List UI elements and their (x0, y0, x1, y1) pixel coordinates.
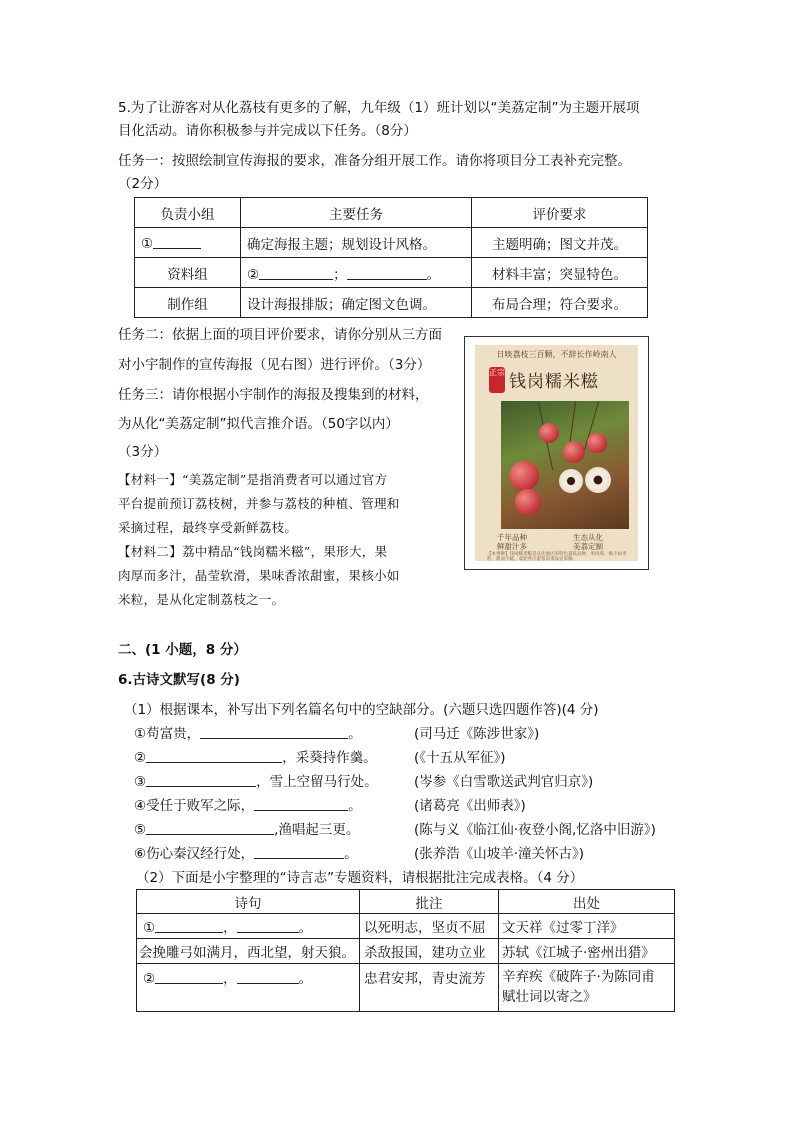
task3-line1: 任务三：请你根据小宇制作的海报及搜集到的材料， (118, 387, 429, 403)
q5-intro-line1: 5.为了让游客对从化荔枝有更多的了解，九年级（1）班计划以“美荔定制”为主题开展项 (118, 100, 640, 116)
answer-blank[interactable] (155, 969, 223, 984)
poster-seal: 正宗 (489, 367, 505, 393)
recitation-item: ⑥伤心秦汉经行处， 。 (134, 846, 358, 862)
section2-header: 二、(1 小题，8 分） (118, 642, 247, 658)
recitation-item: ④受任于败军之际， 。 (134, 798, 362, 814)
answer-blank[interactable] (146, 748, 282, 763)
recitation-source: (陈与义《临江仙·夜登小阁,忆洛中旧游》) (414, 822, 656, 838)
q6-title: 6.古诗文默写(8 分) (118, 672, 240, 688)
table-row (137, 939, 675, 964)
table-row (135, 258, 648, 288)
lychee-photo (501, 401, 629, 529)
recitation-source: (岑参《白雪歌送武判官归京》) (414, 774, 594, 790)
recitation-source: (司马迁《陈涉世家》) (414, 726, 540, 742)
table-header: 主要任务 (241, 198, 472, 228)
recitation-item: ①苟富贵， 。 (134, 726, 362, 742)
poem-cell: ② ， 。 (137, 964, 360, 1012)
table-header: 负责小组 (135, 198, 241, 228)
material1-line1: 【材料一】“美荔定制”是指消费者可以通过官方 (118, 472, 388, 487)
table-row (135, 288, 648, 318)
note-cell: 杀敌报国，建功立业 (360, 939, 499, 964)
lychee-icon (509, 461, 539, 491)
task-cell: 设计海报排版；确定图文色调。 (241, 288, 472, 318)
task2-line1: 任务二：依据上面的项目评价要求，请你分别从三方面 (118, 327, 442, 343)
recitation-item: ⑤ ,渔唱起三更。 (134, 822, 360, 838)
poster-slogan: 日啖荔枝三百颗，不辞长作岭南人 (496, 350, 617, 359)
poster-frame (464, 336, 649, 570)
lychee-icon (515, 489, 541, 515)
table-row (135, 228, 648, 258)
q6-sub2: （2）下面是小宇整理的“诗言志”专题资料，请根据批注完成表格。（4 分） (136, 870, 584, 886)
task3-line3: （3分） (118, 444, 168, 460)
poster-foot-left: 千年品种 鲜甜汁多 (497, 533, 527, 551)
source-cell: 文天祥《过零丁洋》 (499, 914, 675, 939)
material1-line2: 平台提前预订荔枝树，并参与荔枝的种植、管理和 (118, 496, 400, 511)
recitation-source: (《十五从军征》) (414, 750, 506, 766)
task1-line1: 任务一：按照绘制宣传海报的要求，准备分组开展工作。请你将项目分工表补充完整。 (118, 153, 631, 169)
poster-fine-print: 【本果种】钱岗糯米糍是从化地区的特色荔枝品种，果肉厚，核小如米粒，甜而不腻，欢迎各位游客前来品尝采摘。 (487, 552, 627, 561)
group-cell: ① (135, 228, 241, 258)
lychee-poster (475, 345, 638, 561)
table-row (137, 914, 675, 939)
req-cell: 主题明确；图文并茂。 (472, 228, 648, 258)
table-header: 出处 (499, 890, 675, 914)
task2-line2: 对小宇制作的宣传海报（见右图）进行评价。（3分） (118, 357, 431, 373)
req-cell: 材料丰富；突显特色。 (472, 258, 648, 288)
recitation-item: ② ，采葵持作羹。 (134, 750, 377, 766)
poem-cell: 会挽雕弓如满月，西北望，射天狼。 (137, 939, 360, 964)
answer-blank[interactable] (254, 844, 344, 859)
req-cell: 布局合理；符合要求。 (472, 288, 648, 318)
answer-blank[interactable] (347, 265, 427, 280)
table-header: 诗句 (137, 890, 360, 914)
answer-blank[interactable] (254, 796, 348, 811)
peeled-lychee-icon (585, 467, 611, 493)
task1-line2: （2分） (118, 176, 168, 192)
poem-cell: ① ， 。 (137, 914, 360, 939)
group-cell: 制作组 (135, 288, 241, 318)
note-cell: 忠君安邦，青史流芳 (360, 964, 499, 1012)
peeled-lychee-icon (559, 469, 583, 493)
recitation-source: (诸葛亮《出师表》) (414, 798, 526, 814)
lychee-icon (563, 441, 585, 463)
poster-title: 钱岗糯米糍 (509, 372, 599, 392)
material2-line3: 米粒，是从化定制荔枝之一。 (118, 592, 285, 607)
material1-line3: 采摘过程，最终享受新鲜荔枝。 (118, 520, 298, 535)
group-cell: 资料组 (135, 258, 241, 288)
task-cell: ② ； 。 (241, 258, 472, 288)
source-cell: 辛弃疾《破阵子·为陈同甫 赋壮词以寄之》 (499, 964, 675, 1012)
answer-blank[interactable] (146, 820, 274, 835)
material2-line1: 【材料二】荔中精品“钱岗糯米糍”，果形大，果 (118, 544, 388, 559)
recitation-source: (张养浩《山坡羊·潼关怀古》) (414, 846, 585, 862)
answer-blank[interactable] (259, 265, 333, 280)
lychee-icon (587, 433, 607, 453)
table-header: 批注 (360, 890, 499, 914)
answer-blank[interactable] (237, 969, 299, 984)
lychee-icon (539, 423, 559, 443)
source-cell: 苏轼《江城子·密州出猎》 (499, 939, 675, 964)
q6-sub1: （1）根据课本，补写出下列名篇名句中的空缺部分。(六题只选四题作答)(4 分) (124, 702, 599, 718)
task-cell: 确定海报主题；规划设计风格。 (241, 228, 472, 258)
table-header: 评价要求 (472, 198, 648, 228)
task3-line2: 为从化“美荔定制”拟代言推介语。（50字以内） (118, 416, 399, 432)
answer-blank[interactable] (200, 724, 348, 739)
task1-table (134, 197, 648, 318)
q5-intro-line2: 目化活动。请你积极参与并完成以下任务。（8分） (118, 123, 417, 139)
answer-blank[interactable] (153, 234, 201, 249)
table-row (137, 964, 675, 1012)
answer-blank[interactable] (237, 918, 299, 933)
answer-blank[interactable] (146, 772, 256, 787)
poetry-table (136, 889, 675, 1012)
material2-line2: 肉厚而多汁，晶莹软滑，果味香浓甜蜜，果核小如 (118, 568, 400, 583)
recitation-item: ③ ，雪上空留马行处。 (134, 774, 378, 790)
poster-foot-right: 生态从化 美荔定制 (573, 533, 603, 551)
note-cell: 以死明志，坚贞不屈 (360, 914, 499, 939)
answer-blank[interactable] (155, 918, 223, 933)
